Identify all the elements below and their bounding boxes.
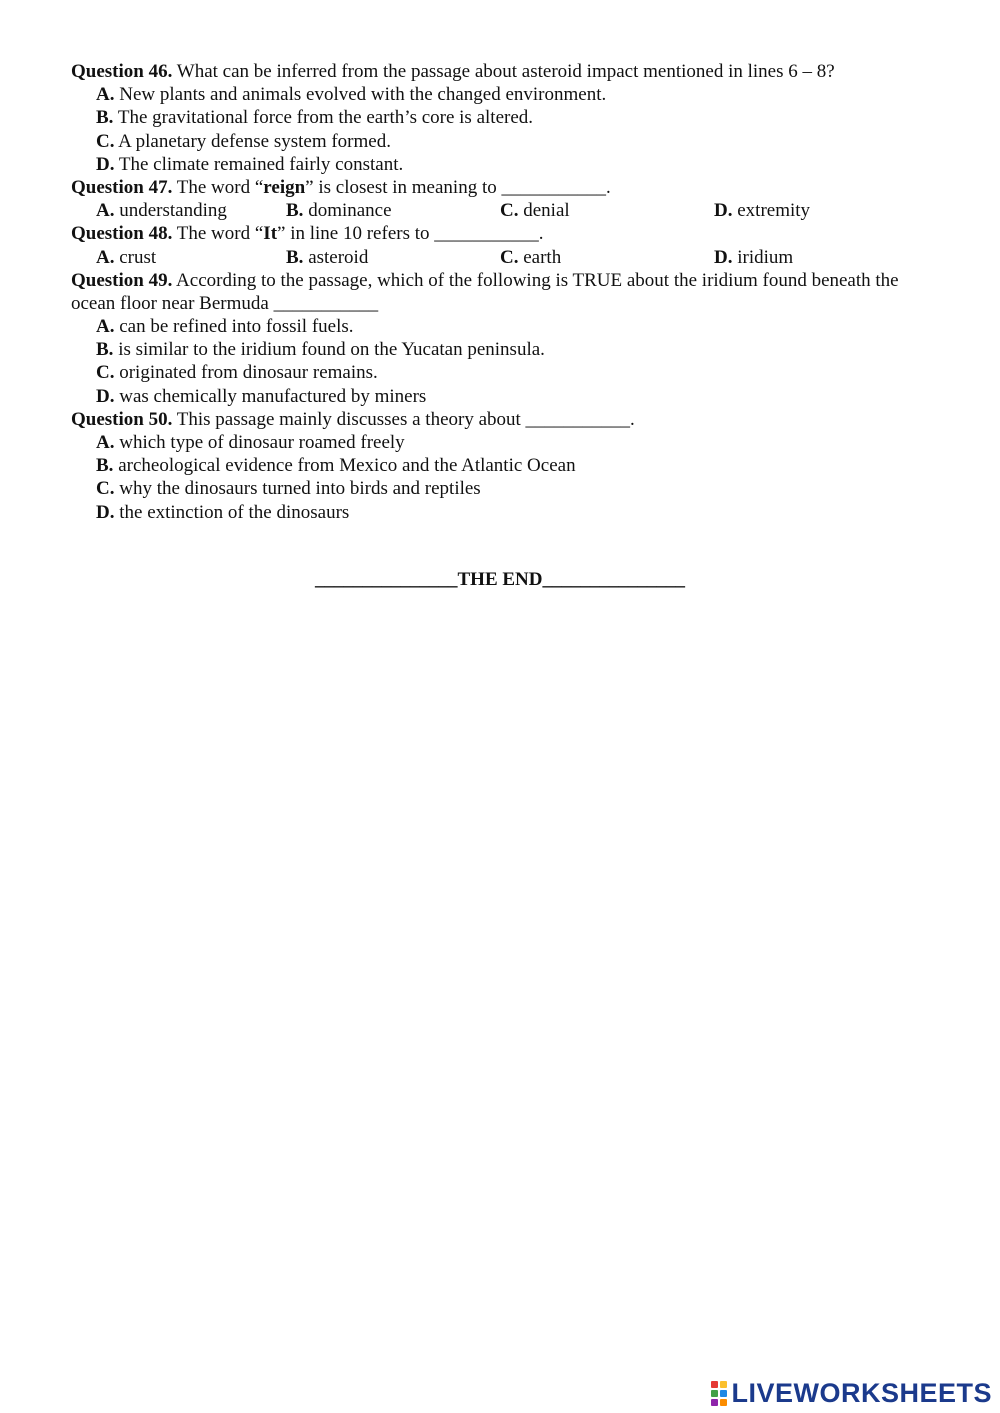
option-a: A. New plants and animals evolved with the changed environment. <box>96 84 607 106</box>
question-label: Question 50. <box>71 408 173 430</box>
question-47: Question 47. The word “reign” is closest in meaning to ___________. <box>71 176 611 198</box>
options-row <box>71 199 931 222</box>
option-a: A. can be refined into fossil fuels. <box>96 316 354 338</box>
option-d: D. extremity <box>714 200 811 222</box>
option-c: C. why the dinosaurs turned into birds and reptiles <box>96 478 481 500</box>
option-b: B. is similar to the iridium found on the Yucatan peninsula. <box>96 339 545 361</box>
question-48: Question 48. The word “It” in line 10 refers to ___________. <box>71 223 544 245</box>
option-d: D. the extinction of the dinosaurs <box>96 501 350 523</box>
option-b: B. The gravitational force from the earth’s core is altered. <box>96 107 534 129</box>
option-b: B. asteroid <box>286 246 369 268</box>
question-label: Question 46. <box>71 61 173 82</box>
option-c: C. earth <box>500 246 562 268</box>
option-a: A. understanding <box>96 200 227 222</box>
the-end-footer: _______________THE END_______________ <box>315 569 685 590</box>
question-text: This passage mainly discusses a theory about ___________. <box>172 408 635 430</box>
option-b: B. archeological evidence from Mexico and the Atlantic Ocean <box>96 455 576 477</box>
option-b: B. dominance <box>286 200 392 222</box>
question-50 <box>71 408 931 431</box>
question-49 <box>71 269 931 315</box>
option-c: C. originated from dinosaur remains. <box>96 362 378 384</box>
option-c: C. denial <box>500 200 570 222</box>
option-d: D. The climate remained fairly constant. <box>96 153 404 175</box>
option-c: C. A planetary defense system formed. <box>96 130 391 152</box>
liveworksheets-logo[interactable] <box>711 1378 992 1408</box>
option-a: A. crust <box>96 246 157 268</box>
keyword: reign <box>263 176 306 198</box>
options-row <box>71 246 931 269</box>
logo-mark-icon <box>711 1381 727 1406</box>
logo-text: LIVEWORKSHEETS <box>731 1377 992 1408</box>
worksheet-page <box>71 60 931 524</box>
option-d: D. iridium <box>714 246 794 268</box>
option-d: D. was chemically manufactured by miners <box>96 385 427 407</box>
question-label: Question 49. <box>71 269 173 291</box>
question-text: What can be inferred from the passage about asteroid impact mentioned in lines 6 – 8? <box>172 61 835 82</box>
question-text: According to the passage, which of the following is TRUE about the iridium found beneath the ocean floor near Bermuda ___________ <box>71 269 899 314</box>
question-label: Question 48. <box>71 223 173 245</box>
keyword: It <box>263 223 278 245</box>
question-46 <box>71 60 931 83</box>
option-a: A. which type of dinosaur roamed freely <box>96 432 405 454</box>
question-label: Question 47. <box>71 176 173 198</box>
